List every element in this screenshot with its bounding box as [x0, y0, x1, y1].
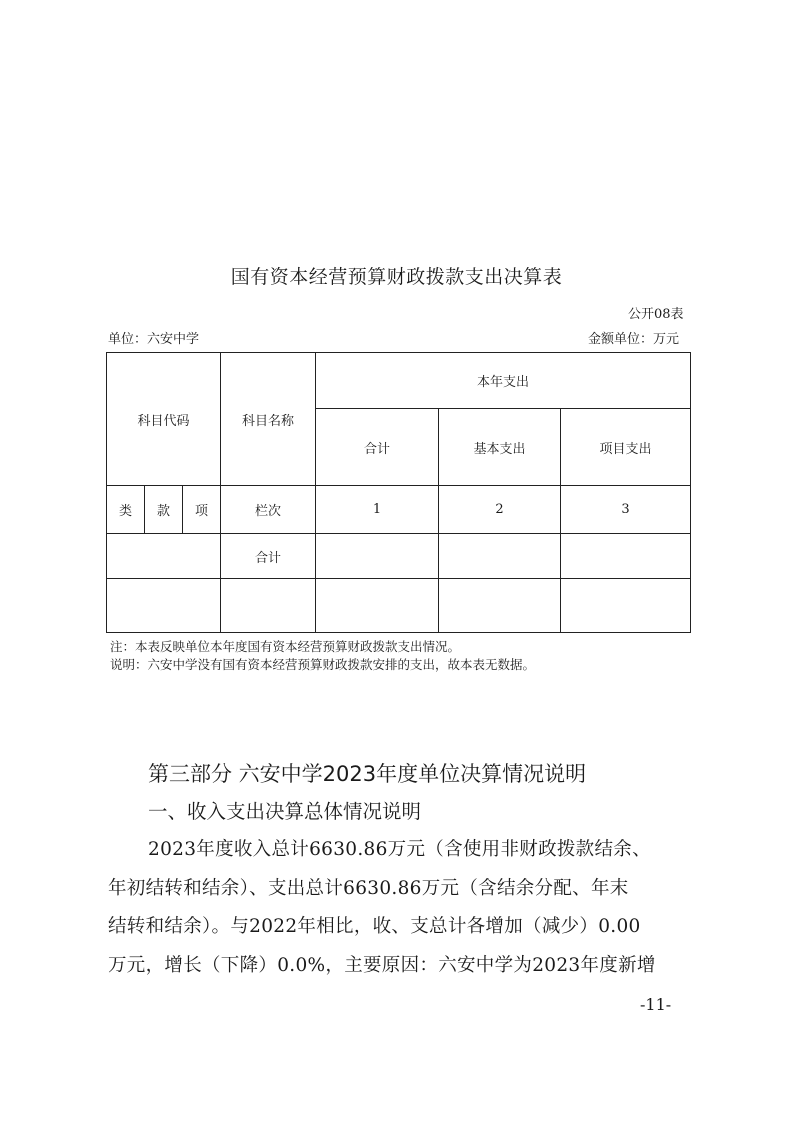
- paragraph-line: 2023年度收入总计6630.86万元（含使用非财政拨款结余、: [148, 839, 651, 860]
- page-number: -11-: [640, 995, 672, 1014]
- section-heading: 第三部分 六安中学2023年度单位决算情况说明: [148, 762, 587, 786]
- empty-cell: [107, 579, 221, 633]
- form-code: 公开08表: [628, 307, 684, 322]
- empty-cell: [439, 534, 561, 579]
- table-explanation: 说明：六安中学没有国有资本经营预算财政拨款安排的支出，故本表无数据。: [110, 657, 536, 672]
- table-row: [107, 579, 691, 633]
- expense-table: [106, 352, 691, 633]
- amount-unit-label: 金额单位：万元: [588, 332, 680, 347]
- code-lanci: 栏次: [221, 486, 316, 534]
- table-row: [107, 486, 691, 534]
- body-paragraph: [108, 831, 696, 985]
- table-note: 注：本表反映单位本年度国有资本经营预算财政拨款支出情况。: [110, 639, 461, 654]
- column-number-3: 3: [561, 486, 691, 534]
- header-project-expense: 项目支出: [561, 409, 691, 486]
- header-subject-name: 科目名称: [221, 353, 316, 486]
- code-xiang: 项: [183, 486, 221, 534]
- header-basic-expense: 基本支出: [439, 409, 561, 486]
- empty-cell: [561, 534, 691, 579]
- subsection-heading: 一、收入支出决算总体情况说明: [148, 800, 422, 823]
- code-lei: 类: [107, 486, 145, 534]
- empty-cell: [107, 534, 221, 579]
- table-title: 国有资本经营预算财政拨款支出决算表: [230, 266, 563, 288]
- total-row-label: 合计: [221, 534, 316, 579]
- empty-cell: [316, 534, 439, 579]
- paragraph-line: 万元，增长（下降）0.0%，主要原因：六安中学为2023年度新增: [108, 954, 656, 976]
- header-total: 合计: [316, 409, 439, 486]
- table-row: [107, 534, 691, 579]
- column-number-1: 1: [316, 486, 439, 534]
- code-kuan: 款: [145, 486, 183, 534]
- paragraph-line: 年初结转和结余）、支出总计6630.86万元（含结余分配、年末: [108, 877, 629, 899]
- paragraph-line: 结转和结余）。与2022年相比，收、支总计各增加（减少）0.00: [108, 916, 641, 937]
- empty-cell: [221, 579, 316, 633]
- header-current-year-expense: 本年支出: [316, 353, 691, 409]
- empty-cell: [561, 579, 691, 633]
- empty-cell: [439, 579, 561, 633]
- header-subject-code: 科目代码: [107, 353, 221, 486]
- column-number-2: 2: [439, 486, 561, 534]
- empty-cell: [316, 579, 439, 633]
- unit-label: 单位：六安中学: [108, 332, 200, 347]
